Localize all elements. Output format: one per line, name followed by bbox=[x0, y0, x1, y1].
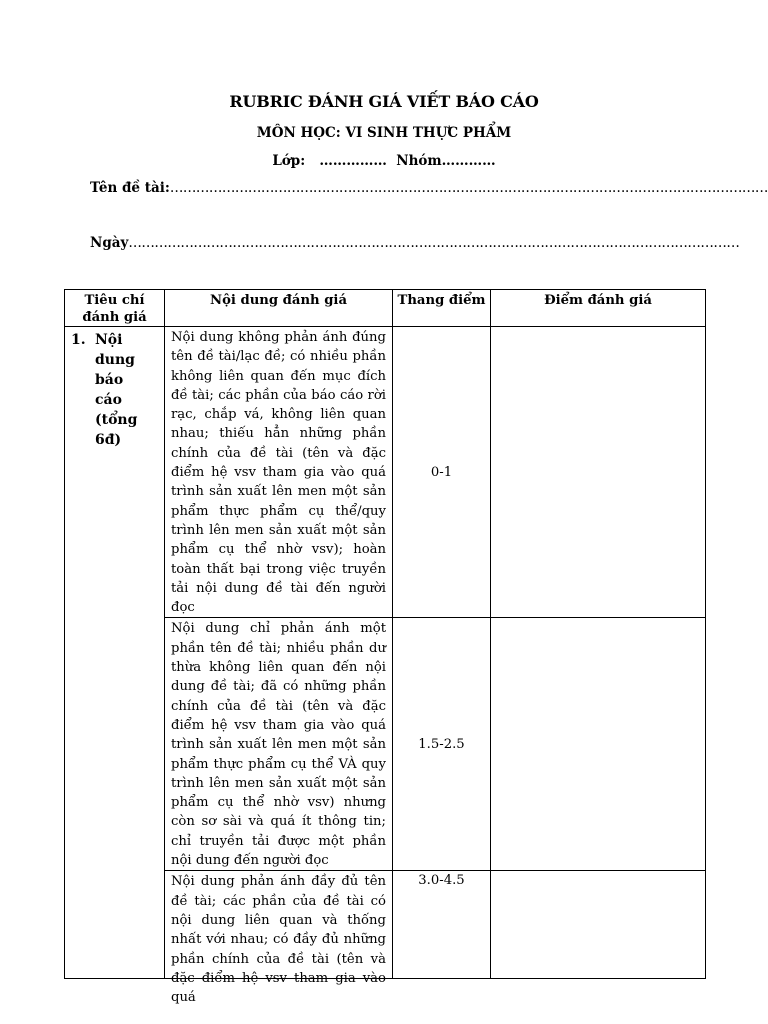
criteria-label: Nội dung báo cáo (tổng 6đ) bbox=[95, 332, 138, 448]
evaluation-cell[interactable] bbox=[491, 327, 706, 618]
subject-heading: MÔN HỌC: VI SINH THỰC PHẨM bbox=[256, 125, 512, 141]
header-evaluation: Điểm đánh giá bbox=[491, 290, 706, 327]
rubric-table bbox=[64, 289, 706, 1006]
header-scale: Thang điểm bbox=[393, 290, 491, 327]
class-group-line: Lớp: …………… Nhóm………… bbox=[272, 153, 496, 169]
content-cell: Nội dung chỉ phản ánh một phần tên đề tài; nhiều phần dư thừa không liên quan đến nội dung đề tài; đã có những phần chính của đề tài (tên và đặc điểm hệ vsv tham gia vào quá trình sản xuất lên men một sản phẩm thực phẩm cụ thể VÀ quy trình lên men sản xuất một sản phẩm cụ thể nhờ vsv) nhưng còn sơ sài và quá ít thông tin; chỉ truyền tải được một phần nội dung đến người đọc bbox=[165, 618, 393, 871]
content-cell bbox=[165, 871, 393, 1006]
table-row bbox=[65, 327, 706, 618]
topic-label: Tên đề tài: bbox=[90, 180, 170, 196]
topic-field bbox=[90, 180, 768, 196]
score-cell: 3.0-4.5 bbox=[393, 871, 491, 979]
date-field bbox=[90, 235, 740, 251]
header-criteria: Tiêu chí đánh giá bbox=[65, 290, 165, 327]
date-blank: …………………………………………………………………………………………………………………………… bbox=[128, 235, 740, 251]
content-text: Nội dung phản ánh đầy đủ tên đề tài; các phần của đề tài có nội dung liên quan và thống nhất với nhau; có đầy đủ những phần chính của đề tài (tên và đặc điểm hệ vsv tham gia vào quá bbox=[171, 874, 386, 1006]
criteria-cell bbox=[65, 327, 165, 979]
document-title: RUBRIC ĐÁNH GIÁ VIẾT BÁO CÁO bbox=[229, 92, 539, 111]
topic-blank: ………………………………………………………………………………………………………………………… bbox=[169, 180, 768, 196]
date-label: Ngày bbox=[90, 235, 129, 251]
table-header-row bbox=[65, 290, 706, 327]
header-content: Nội dung đánh giá bbox=[165, 290, 393, 327]
score-cell: 1.5-2.5 bbox=[393, 618, 491, 871]
evaluation-cell[interactable] bbox=[491, 871, 706, 979]
evaluation-cell[interactable] bbox=[491, 618, 706, 871]
score-cell: 0-1 bbox=[393, 327, 491, 618]
content-cell: Nội dung không phản ánh đúng tên đề tài/lạc đề; có nhiều phần không liên quan đến mục đích đề tài; các phần của báo cáo rời rạc, chắp vá, không liên quan nhau; thiếu hẳn những phần chính của đề tài (tên và đặc điểm hệ vsv tham gia vào quá trình sản xuất lên men một sản phẩm thực phẩm cụ thể/quy trình lên men sản xuất một sản phẩm cụ thể nhờ vsv); hoàn toàn thất bại trong việc truyền tải nội dung đề tài đến người đọc bbox=[165, 327, 393, 618]
criteria-number: 1. bbox=[71, 332, 86, 348]
